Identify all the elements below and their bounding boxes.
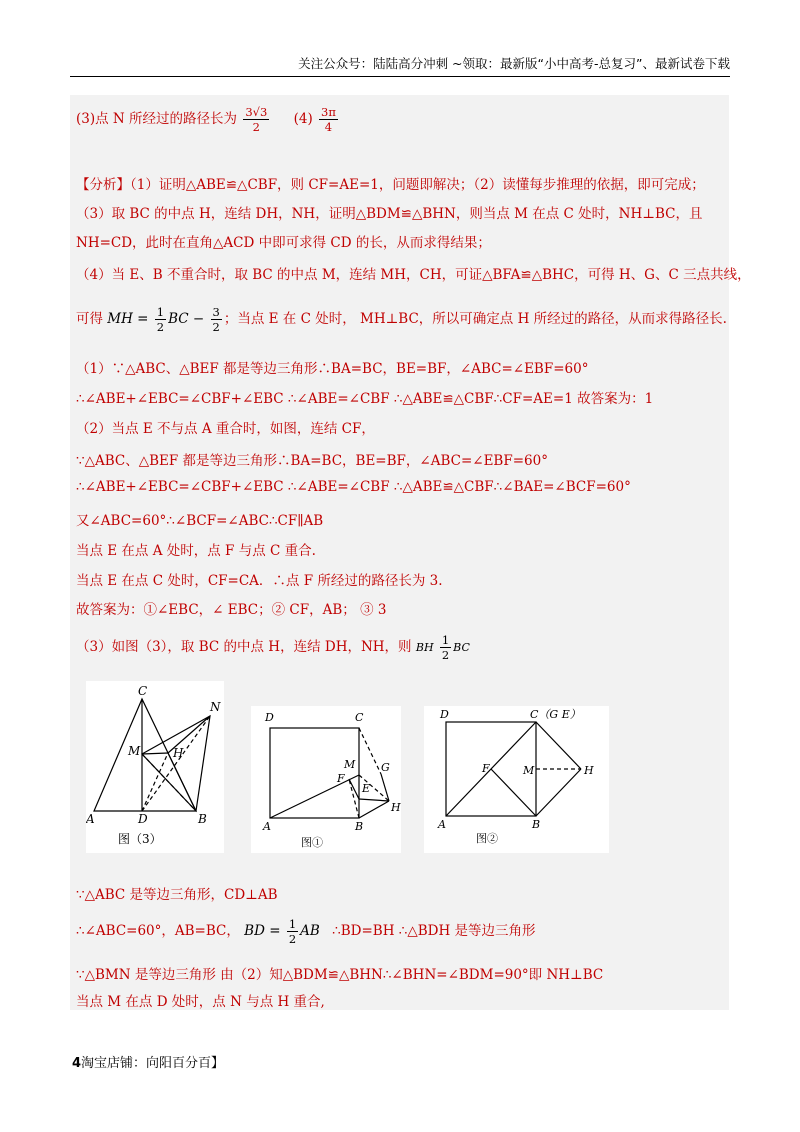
fig2-caption: 图② [476,832,498,845]
fig3-caption: 图（3） [118,832,162,846]
fig1-label-a: A [263,820,271,833]
analysis-line-2: （3）取 BC 的中点 H，连结 DH，NH，证明△BDM≌△BHN，则当点 M 在点 C 处时，NH⊥BC，且 [76,206,703,222]
solution-line-7: 当点 E 在点 A 处时，点 F 与点 C 重合. [76,543,316,559]
fig3-label-n: N [210,700,221,714]
fig1-label-e: E [362,782,371,795]
fig2-label-d: D [440,708,449,721]
solution-line-5: ∴∠ABE+∠EBC=∠CBF+∠EBC ∴∠ABE=∠CBF ∴△ABE≌△CBF∴∠BAE=∠BCF=60° [76,479,631,495]
figure-2 [424,706,609,853]
figure-1 [251,706,401,853]
proof-line-4: 当点 M 在点 D 处时，点 N 与点 H 重合, [76,994,325,1010]
solution-line-9: 故答案为：①∠EBC，∠ EBC；② CF，AB； ③ 3 [76,602,387,618]
fig2-label-a: A [438,818,446,831]
page-header: 关注公众号：陆陆高分冲刺 ~领取：最新版“小中高考-总复习”、最新试卷下载 [70,54,730,77]
answer-line [76,105,340,134]
figure-3 [86,681,224,853]
analysis-line-mh: 可得 MH = $\frac{1}{2}$ BC − $\frac{3}{2}$ ；当点 E 在 C 处时， MH⊥BC，所以可确定点 H 所经过的路径，从而求得路径长. [76,305,727,334]
proof-line-2: ∴∠ABC=60°，AB=BC， BD = $\frac{1}{2}$ AB ∴BD=BH ∴△BDH 是等边三角形 [76,917,536,946]
answer-fraction-1: $\frac{3√3}{2}$ [245,105,268,134]
proof-line-3: ∵△BMN 是等边三角形 由（2）知△BDM≌△BHN∴∠BHN=∠BDM=90°即 NH⊥BC [76,967,604,983]
answer-fraction-2: $\frac{3\pi}{4}$ [321,105,336,134]
mh-fraction-1: $\frac{1}{2}$ [156,305,165,334]
fig2-label-h: H [584,764,594,777]
fig1-label-b: B [355,820,364,833]
mh-fraction-2: $\frac{3}{2}$ [212,305,220,334]
analysis-line-4: （4）当 E、B 不重合时，取 BC 的中点 M，连结 MH，CH，可证△BFA≌△BHC，可得 H、G、C 三点共线， [76,267,751,283]
footer-text: 淘宝店铺：向阳百分百】 [81,1056,225,1071]
solution-line-2: ∴∠ABE+∠EBC=∠CBF+∠EBC ∴∠ABE=∠CBF ∴△ABE≌△CBF∴CF=AE=1 故答案为：1 [76,391,654,407]
fig3-label-h: H [173,746,184,760]
fig1-label-m: M [344,758,356,771]
solution-line-6: 又∠ABC=60°∴∠BCF=∠ABC∴CF∥AB [76,513,324,529]
answer-part4: (4) [293,111,313,127]
solution-line-10: （3）如图（3），取 BC 的中点 H，连结 DH，NH，则 BH $\frac{1}{2}$ BC [76,633,470,662]
fig3-label-m: M [128,744,141,758]
fig1-label-d: D [265,711,274,724]
solution-line-8: 当点 E 在点 C 处时，CF=CA．∴点 F 所经过的路径长为 3. [76,573,443,589]
fig1-label-c: C [355,711,364,724]
fig2-label-b: B [532,818,541,831]
solution-line-4: ∵△ABC、△BEF 都是等边三角形∴BA=BC，BE=BF，∠ABC=∠EBF=60° [76,453,548,469]
page-number: 4 [72,1056,82,1071]
fig2-label-f: F [482,762,490,775]
solution-line-3: （2）当点 E 不与点 A 重合时，如图，连结 CF， [76,421,375,437]
answer-label: (3)点 N 所经过的路径长为 [76,111,238,127]
analysis-line-1: 【分析】（1）证明△ABE≌△CBF，则 CF=AE=1，问题即解决；（2）读懂每步推理的依据，即可完成； [76,177,705,193]
page-footer [72,1052,224,1071]
fig3-label-c: C [138,684,148,698]
fig1-caption: 图① [301,836,323,849]
fig1-label-h: H [391,801,401,814]
fig2-label-cge: C（G E） [530,708,581,721]
fig3-label-a: A [86,812,95,826]
content-area [70,95,751,1010]
solution-line-1: （1）∵△ABC、△BEF 都是等边三角形∴BA=BC，BE=BF，∠ABC=∠EBF=60° [76,361,589,377]
fig1-label-f: F [337,772,345,785]
fig3-label-b: B [198,812,207,826]
proof-line-1: ∵△ABC 是等边三角形，CD⊥AB [76,887,278,903]
analysis-line-3: NH=CD，此时在直角△ACD 中即可求得 CD 的长，从而求得结果； [76,235,491,251]
fig1-label-g: G [381,761,390,774]
fig2-label-m: M [523,764,535,777]
fig3-label-d: D [138,812,148,826]
